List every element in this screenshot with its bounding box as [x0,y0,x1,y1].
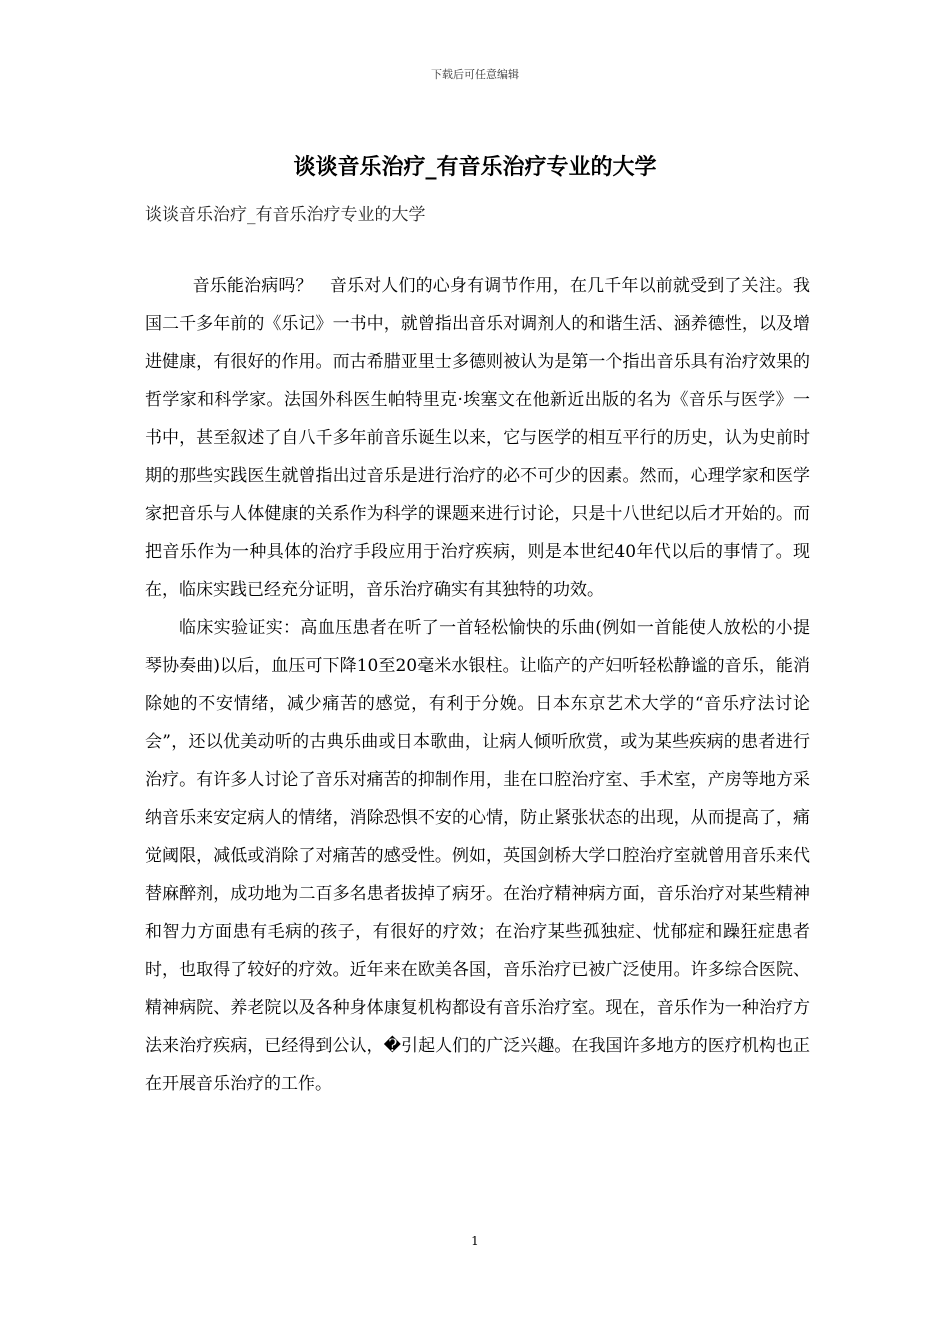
page-number: 1 [471,1234,479,1248]
document-subtitle: 谈谈音乐治疗_有音乐治疗专业的大学 [145,205,426,225]
document-body [145,267,810,1103]
document-title: 谈谈音乐治疗_有音乐治疗专业的大学 [293,154,657,180]
body-paragraph-2: 临床实验证实：高血压患者在听了一首轻松愉快的乐曲(例如一首能使人放松的小提琴协奏曲)以后，血压可下降10至20毫米水银柱。让临产的产妇听轻松静谧的音乐，能消除她的不安情绪，减少痛苦的感觉，有利于分娩。日本东京艺术大学的“音乐疗法讨论会”，还以优美动听的古典乐曲或日本歌曲，让病人倾听欣赏，或为某些疾病的患者进行治疗。有许多人讨论了音乐对痛苦的抑制作用，韭在口腔治疗室、手术室，产房等地方采纳音乐来安定病人的情绪，消除恐惧不安的心情，防止紧张状态的出现，从而提高了，痛觉阈限，减低或消除了对痛苦的感受性。例如，英国剑桥大学口腔治疗室就曾用音乐来代替麻醉剂，成功地为二百多名患者拔掉了病牙。在治疗精神病方面，音乐治疗对某些精神和智力方面患有毛病的孩子，有很好的疗效；在治疗某些孤独症、忧郁症和躁狂症患者时，也取得了较好的疗效。近年来在欧美各国，音乐治疗已被广泛使用。许多综合医院、精神病院、养老院以及各种身体康复机构都设有音乐治疗室。现在，音乐作为一种治疗方法来治疗疾病，已经得到公认，�引起人们的广泛兴趣。在我国许多地方的医疗机构也正在开展音乐治疗的工作。 [145,618,810,1094]
page-header-note: 下载后可任意编辑 [431,68,519,81]
body-paragraph-1: 音乐能治病吗？ 音乐对人们的心身有调节作用，在几千年以前就受到了关注。我国二千多年前的《乐记》一书中，就曾指出音乐对调剂人的和谐生活、涵养德性，以及增进健康，有很好的作用。而古希腊亚里士多德则被认为是第一个指出音乐具有治疗效果的哲学家和科学家。法国外科医生帕特里克·埃塞文在他新近出版的名为《音乐与医学》一书中，甚至叙述了自八千多年前音乐诞生以来，它与医学的相互平行的历史，认为史前时期的那些实践医生就曾指出过音乐是进行治疗的必不可少的因素。然而，心理学家和医学家把音乐与人体健康的关系作为科学的课题来进行讨论，只是十八世纪以后才开始的。而把音乐作为一种具体的治疗手段应用于治疗疾病，则是本世纪40年代以后的事情了。现在，临床实践已经充分证明，音乐治疗确实有其独特的功效。 [145,276,810,600]
